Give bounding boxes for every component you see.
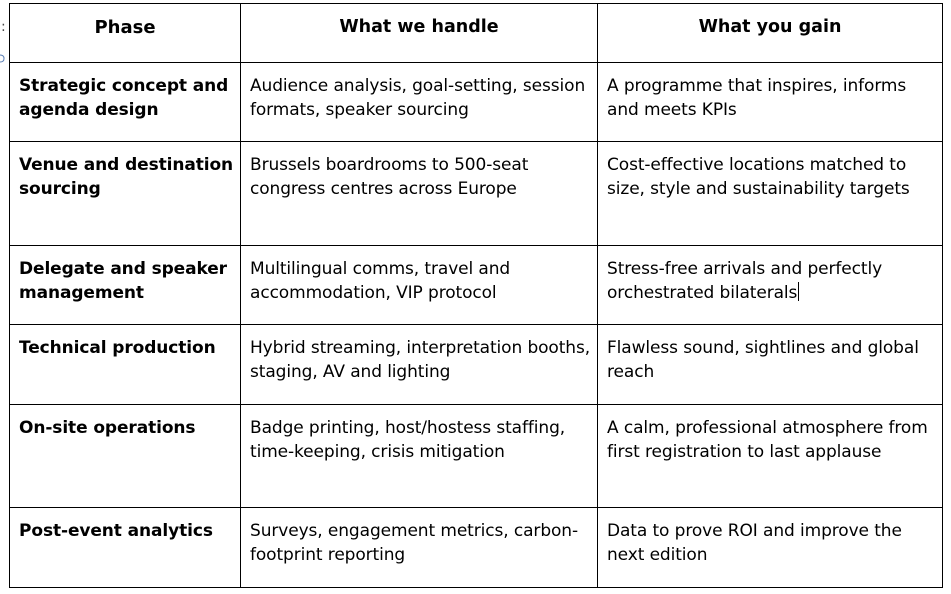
header-cell-handle[interactable] [241, 4, 598, 63]
gain-cell[interactable] [598, 246, 943, 325]
handle-text: Surveys, engagement metrics, carbon-footprint reporting [250, 521, 579, 565]
table-move-handle[interactable]: : [1, 19, 6, 35]
handle-text: Brussels boardrooms to 500-seat congress centres across Europe [250, 155, 529, 199]
phase-text: Post-event analytics [19, 521, 213, 541]
phase-cell[interactable] [10, 142, 241, 246]
phase-text: Technical production [19, 338, 216, 358]
phase-cell[interactable] [10, 63, 241, 142]
handle-cell[interactable] [241, 508, 598, 588]
phase-cell[interactable] [10, 508, 241, 588]
table-row [10, 405, 943, 508]
table-row [10, 142, 943, 246]
gain-cell[interactable] [598, 405, 943, 508]
handle-text: Audience analysis, goal-setting, session formats, speaker sourcing [250, 76, 586, 120]
phase-text: Delegate and speaker management [19, 259, 227, 303]
phase-text: On-site operations [19, 418, 196, 438]
handle-cell[interactable] [241, 405, 598, 508]
handle-cell[interactable] [241, 246, 598, 325]
gain-cell[interactable] [598, 325, 943, 405]
gain-cell[interactable] [598, 142, 943, 246]
table-row [10, 508, 943, 588]
table-row [10, 246, 943, 325]
anchor-icon [0, 54, 5, 63]
gain-text: A programme that inspires, informs and meets KPIs [607, 76, 907, 120]
handle-text: Badge printing, host/hostess staffing, time-keeping, crisis mitigation [250, 418, 566, 462]
table-row [10, 63, 943, 142]
header-cell-gain[interactable] [598, 4, 943, 63]
header-cell-phase[interactable] [10, 4, 241, 63]
header-label: What we handle [339, 17, 499, 37]
handle-cell[interactable] [241, 63, 598, 142]
handle-cell[interactable] [241, 142, 598, 246]
header-label: Phase [94, 17, 156, 38]
services-table [9, 3, 943, 588]
handle-text: Hybrid streaming, interpretation booths, staging, AV and lighting [250, 338, 591, 382]
gain-cell[interactable] [598, 508, 943, 588]
gain-cell[interactable] [598, 63, 943, 142]
table-row [10, 325, 943, 405]
header-label: What you gain [698, 17, 842, 37]
handle-cell[interactable] [241, 325, 598, 405]
phase-cell[interactable] [10, 405, 241, 508]
gain-text: Stress-free arrivals and perfectly orchestrated bilaterals [607, 259, 883, 303]
phase-text: Venue and destination sourcing [19, 155, 234, 199]
handle-text: Multilingual comms, travel and accommodation, VIP protocol [250, 259, 511, 303]
phase-cell[interactable] [10, 325, 241, 405]
phase-cell[interactable] [10, 246, 241, 325]
gain-text: Cost-effective locations matched to size, style and sustainability targets [607, 155, 910, 199]
gain-text: Flawless sound, sightlines and global reach [607, 338, 919, 382]
phase-text: Strategic concept and agenda design [19, 76, 229, 120]
table-header-row [10, 4, 943, 63]
gain-cell-content [598, 246, 942, 305]
gain-text: A calm, professional atmosphere from first registration to last applause [607, 418, 928, 462]
left-margin-marks [0, 0, 8, 80]
gain-text: Data to prove ROI and improve the next edition [607, 521, 902, 565]
text-cursor [798, 282, 799, 301]
